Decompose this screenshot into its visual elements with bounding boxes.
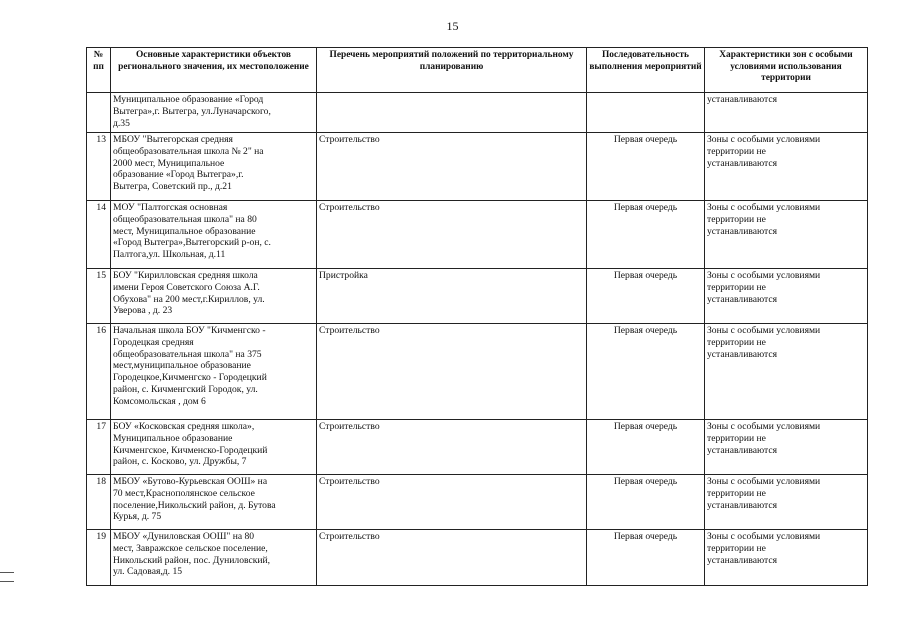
cell-zones: Зоны с особыми условиями территории не устанавливаются [705, 530, 868, 586]
header-sequence: Последовательность выполнения мероприятий [587, 48, 705, 93]
table-row [87, 324, 868, 420]
cell-sequence: Первая очередь [587, 269, 705, 324]
cell-object: Муниципальное образование «Город Вытегра»,г. Вытегра, ул.Луначарского, д.35 [111, 93, 317, 133]
header-zones: Характеристики зон с особыми условиями использования территории [705, 48, 868, 93]
table-row [87, 201, 868, 269]
cell-object: БОУ «Косковская средняя школа», Муниципальное образование Кичменгское, Кичменско-Городецкий район, с. Косково, ул. Дружбы, 7 [111, 420, 317, 475]
cell-measures [317, 93, 587, 133]
table-row [87, 475, 868, 530]
cell-measures: Строительство [317, 201, 587, 269]
cell-number: 16 [87, 324, 111, 420]
cell-zones: устанавливаются [705, 93, 868, 133]
cell-number: 18 [87, 475, 111, 530]
cell-number: 15 [87, 269, 111, 324]
cell-sequence: Первая очередь [587, 530, 705, 586]
cell-zones: Зоны с особыми условиями территории не устанавливаются [705, 324, 868, 420]
cell-zones: Зоны с особыми условиями территории не устанавливаются [705, 133, 868, 201]
table-row [87, 420, 868, 475]
cell-number [87, 93, 111, 133]
table-row [87, 530, 868, 586]
cell-sequence: Первая очередь [587, 420, 705, 475]
table-row [87, 133, 868, 201]
cell-object: МБОУ "Вытегорская средняя общеобразовательная школа № 2" на 2000 мест, Муниципальное образование «Город Вытегра»,г. Вытегра, Советский пр., д.21 [111, 133, 317, 201]
cell-zones: Зоны с особыми условиями территории не устанавливаются [705, 420, 868, 475]
territorial-planning-table [86, 47, 868, 586]
cell-object: МОУ "Палтогская основная общеобразовательная школа" на 80 мест, Муниципальное образование «Город Вытегра»,Вытегорский р-он, с. Палтога,ул. Школьная, д.11 [111, 201, 317, 269]
cell-measures: Строительство [317, 133, 587, 201]
cell-sequence: Первая очередь [587, 201, 705, 269]
header-number: № пп [87, 48, 111, 93]
cell-object: МБОУ «Дуниловская ООШ" на 80 мест, Завражское сельское поселение, Никольский район, пос. Дуниловский, ул. Садовая,д. 15 [111, 530, 317, 586]
table-row-continuation [87, 93, 868, 133]
cell-measures: Строительство [317, 530, 587, 586]
cell-measures: Строительство [317, 324, 587, 420]
cell-number: 13 [87, 133, 111, 201]
cell-zones: Зоны с особыми условиями территории не устанавливаются [705, 201, 868, 269]
cell-sequence [587, 93, 705, 133]
cell-sequence: Первая очередь [587, 324, 705, 420]
header-object: Основные характеристики объектов регионального значения, их местоположение [111, 48, 317, 93]
cell-number: 17 [87, 420, 111, 475]
header-measures: Перечень мероприятий положений по территориальному планированию [317, 48, 587, 93]
cell-zones: Зоны с особыми условиями территории не устанавливаются [705, 269, 868, 324]
page-number: 15 [446, 19, 459, 33]
margin-mark [0, 581, 14, 582]
margin-mark [0, 572, 14, 573]
cell-object: МБОУ «Бутово-Курьевская ООШ» на 70 мест,Краснополянское сельское поселение,Никольский район, д. Бутова Курья, д. 75 [111, 475, 317, 530]
table-header-row [87, 48, 868, 93]
cell-zones: Зоны с особыми условиями территории не устанавливаются [705, 475, 868, 530]
cell-measures: Пристройка [317, 269, 587, 324]
table-row [87, 269, 868, 324]
cell-object: Начальная школа БОУ "Кичменгско - Городецкая средняя общеобразовательная школа" на 375 мест,муниципальное образование Городецкое,Кичменгско - Городецкий район, с. Кичменгский Городок, ул. Комсомольская , дом 6 [111, 324, 317, 420]
cell-measures: Строительство [317, 420, 587, 475]
cell-sequence: Первая очередь [587, 475, 705, 530]
cell-number: 19 [87, 530, 111, 586]
cell-number: 14 [87, 201, 111, 269]
cell-object: БОУ "Кирилловская средняя школа имени Героя Советского Союза А.Г. Обухова" на 200 мест,г.Кириллов, ул. Уверова , д. 23 [111, 269, 317, 324]
cell-sequence: Первая очередь [587, 133, 705, 201]
cell-measures: Строительство [317, 475, 587, 530]
